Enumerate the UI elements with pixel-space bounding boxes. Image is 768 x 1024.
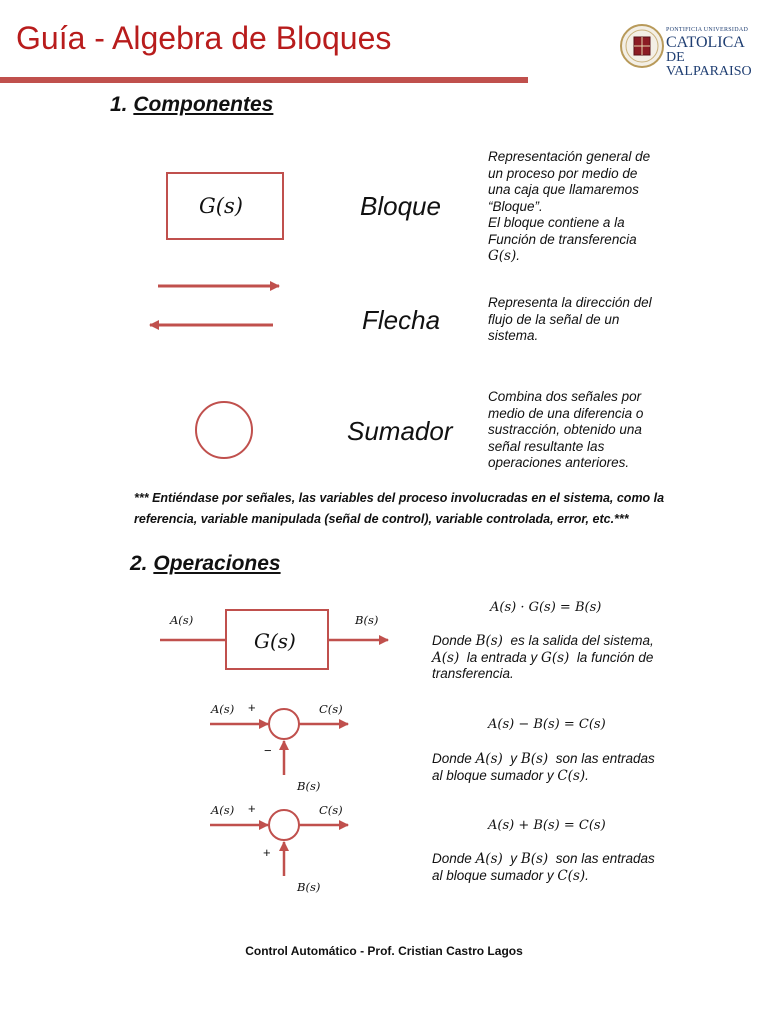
op1-desc-text: Donde: [432, 633, 472, 648]
op2-minus-sign: −: [264, 743, 272, 758]
op2-desc-line-2: [432, 768, 682, 785]
sumador-desc-line: medio de una diferencia o: [488, 405, 644, 421]
op3-plus-sign: +: [248, 801, 256, 816]
sumador-desc-line: señal resultante las: [488, 438, 605, 454]
op3-input-label: A(s): [211, 803, 235, 817]
bloque-desc-math-line: [488, 248, 650, 265]
section-2-title: Operaciones: [153, 552, 281, 575]
op3-plus-bottom-sign: +: [263, 845, 271, 860]
op1-desc-line-2: [432, 650, 682, 667]
op2-desc-math: C(s): [557, 767, 586, 784]
op2-summer-circle: [269, 709, 299, 739]
op1-desc-math: B(s): [475, 633, 503, 649]
bloque-desc-line: un proceso por medio de: [488, 165, 638, 181]
sumador-description: [488, 389, 643, 472]
bloque-desc-line: una caja que llamaremos: [488, 182, 639, 197]
op1-desc-math: G(s): [541, 649, 570, 666]
logo-line-2: CATOLICA: [666, 34, 745, 51]
op3-desc-text: .: [585, 867, 589, 883]
op1-desc-line-1: [432, 633, 682, 650]
op3-bottom-input-label: B(s): [297, 880, 321, 894]
op1-desc-text: la entrada y: [466, 649, 538, 665]
op3-desc-line-1: [432, 851, 682, 868]
op1-desc-math: A(s): [432, 649, 460, 666]
op1-desc-line-3: transferencia.: [432, 666, 514, 681]
op3-description: [432, 851, 682, 884]
op1-desc-text: la función de: [576, 649, 654, 665]
op2-desc-text: al bloque sumador y: [432, 767, 554, 783]
op3-output-label: C(s): [319, 803, 343, 817]
bloque-desc-line: “Bloque”.: [488, 198, 543, 214]
op3-equation: A(s) + B(s) = C(s): [488, 818, 606, 833]
op2-desc-text: y: [510, 751, 518, 766]
op3-desc-math: A(s): [475, 851, 503, 867]
flecha-desc-line: Representa la dirección del: [488, 295, 652, 310]
op1-equation: A(s) · G(s) = B(s): [490, 600, 602, 615]
flecha-desc-line: flujo de la señal de un: [488, 311, 620, 327]
op3-desc-text: al bloque sumador y: [432, 867, 554, 883]
sumador-desc-line: Combina dos señales por: [488, 389, 642, 404]
section-2-heading: [130, 552, 281, 576]
bloque-desc-line: El bloque contiene a la: [488, 215, 625, 230]
flecha-desc-line: sistema.: [488, 328, 539, 343]
op2-desc-math: B(s): [520, 751, 549, 767]
flecha-label: Flecha: [362, 305, 441, 335]
op2-desc-text: son las entradas: [555, 751, 655, 766]
op1-output-label: B(s): [355, 613, 379, 627]
op3-desc-text: son las entradas: [555, 851, 655, 866]
op3-desc-text: y: [510, 851, 518, 866]
op1-input-label: A(s): [170, 613, 194, 627]
block-symbol-label: G(s): [199, 194, 243, 218]
op2-plus-sign: +: [248, 700, 256, 715]
op2-desc-text: .: [585, 767, 589, 783]
flecha-description: [488, 295, 652, 345]
logo-line-1: PONTIFICIA UNIVERSIDAD: [666, 27, 749, 33]
op3-desc-text: Donde: [432, 851, 472, 866]
op2-desc-line-1: [432, 751, 682, 768]
sumador-label: Sumador: [347, 416, 453, 446]
op2-bottom-input-label: B(s): [297, 779, 321, 793]
op3-summer-circle: [269, 810, 299, 840]
section-1-title: Componentes: [133, 93, 274, 116]
signals-note: [134, 488, 754, 530]
section-2-number: 2.: [130, 552, 148, 575]
page-title: Guía - Algebra de Bloques: [16, 20, 392, 56]
op2-description: [432, 751, 682, 784]
logo-line-3: DE VALPARAISO: [666, 50, 752, 79]
page-footer: Control Automático - Prof. Cristian Castro Lagos: [245, 944, 523, 958]
note-line: *** Entiéndase por señales, las variables del proceso involucradas en el sistema, como la: [134, 491, 665, 505]
op3-desc-math: B(s): [520, 851, 549, 867]
op2-equation: A(s) − B(s) = C(s): [488, 717, 606, 732]
sumador-desc-line: sustracción, obtenido una: [488, 422, 642, 437]
bloque-description: [488, 149, 650, 265]
bloque-desc-end: .: [516, 248, 521, 263]
op3-desc-math: C(s): [557, 867, 586, 884]
op2-output-label: C(s): [319, 702, 343, 716]
op1-desc-text: es la salida del sistema,: [510, 633, 654, 648]
bloque-desc-line: Función de transferencia: [488, 231, 637, 247]
section-1-number: 1.: [110, 93, 128, 116]
bloque-label: Bloque: [360, 191, 441, 221]
op2-desc-math: A(s): [475, 751, 503, 767]
sumador-desc-line: operaciones anteriores.: [488, 455, 630, 470]
op2-input-label: A(s): [211, 702, 235, 716]
bloque-desc-line: Representación general de: [488, 149, 651, 164]
op2-desc-text: Donde: [432, 751, 472, 766]
op1-description: [432, 633, 682, 683]
bloque-desc-math: G(s): [488, 248, 517, 264]
op1-block-label: G(s): [254, 629, 296, 653]
note-line: referencia, variable manipulada (señal de control), variable controlada, error, etc.***: [134, 512, 629, 526]
op3-desc-line-2: [432, 868, 682, 885]
summer-circle-icon: [196, 402, 252, 458]
